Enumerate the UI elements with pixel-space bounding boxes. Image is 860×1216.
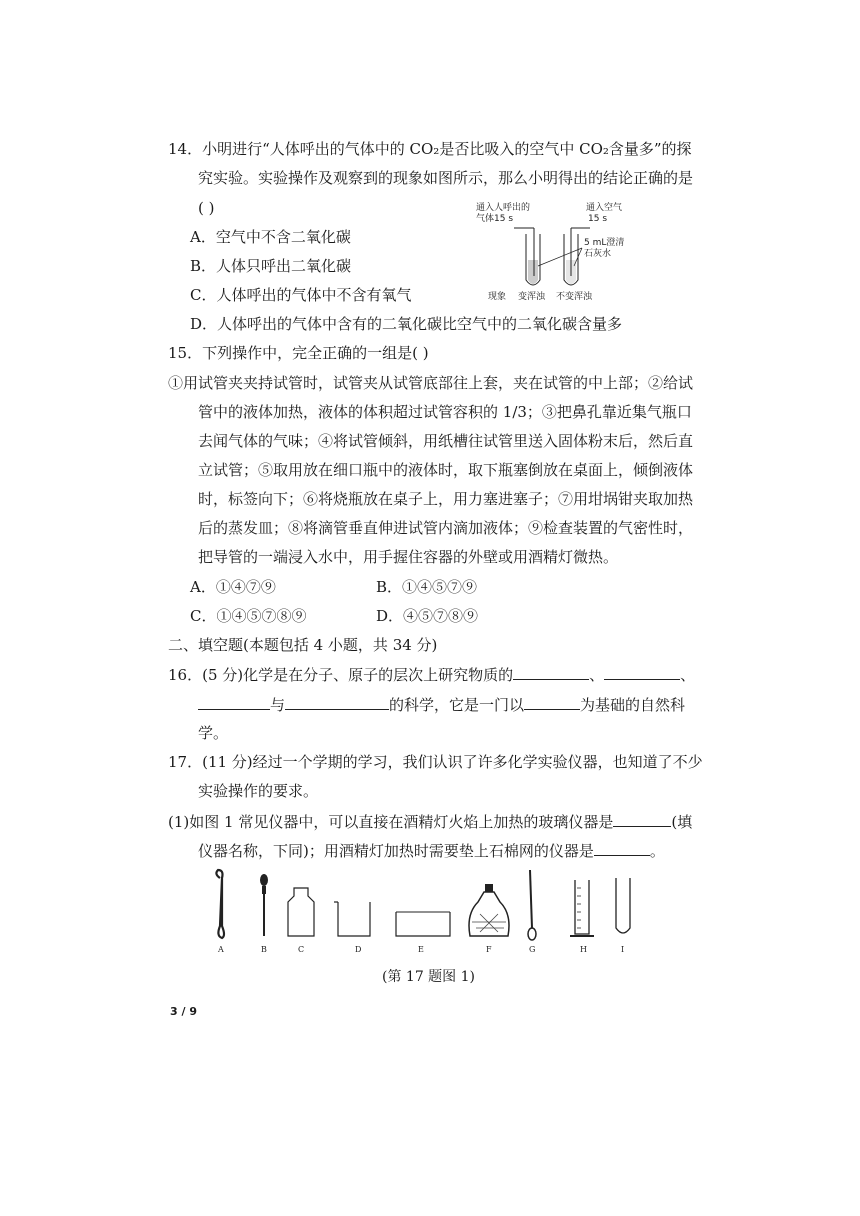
fig-letter-g: G: [529, 945, 536, 954]
fig-letter-e: E: [418, 945, 424, 954]
q17-sub1-text-d: 。: [649, 842, 665, 860]
q14-option-a: A．空气中不含二氧化碳: [190, 228, 351, 246]
q16-sep-2: 、: [680, 666, 696, 684]
q14-fig-label-not-turbid: 不变浑浊: [556, 292, 593, 302]
q15-body-line-3: 去闻气体的气味；④将试管倾斜，用纸槽往试管里送入固体粉末后，然后直: [198, 432, 694, 450]
q17-sub1-text-b: (填: [671, 813, 693, 831]
q16-number: 16．: [168, 666, 203, 684]
q17-blank-1[interactable]: [613, 811, 671, 827]
graduated-cylinder-icon: [570, 880, 594, 936]
q14-fig-label-limewater-1: 5 mL澄清: [584, 238, 625, 248]
q15-option-b: B．①④⑤⑦⑨: [376, 578, 478, 596]
q16-line3: 学。: [198, 724, 229, 742]
q16-blank-3[interactable]: [198, 694, 270, 710]
q14-fig-label-exhaled-1: 通入人呼出的: [476, 203, 531, 213]
q16-sep-1: 、: [589, 666, 605, 684]
q15-stem: 下列操作中，完全正确的一组是( ): [202, 344, 429, 362]
fig-letter-a: A: [218, 945, 224, 954]
q14-line1: [168, 139, 692, 159]
q16-text-a: (5 分)化学是在分子、原子的层次上研究物质的: [202, 666, 514, 684]
q15-body-line-5: 时，标签向下；⑥将烧瓶放在桌子上，用力塞进塞子；⑦用坩埚钳夹取加热: [198, 490, 694, 508]
q17-sub1-text-a: (1)如图 1 常见仪器中，可以直接在酒精灯火焰上加热的玻璃仪器是: [168, 813, 614, 831]
q16-blank-2[interactable]: [604, 664, 680, 680]
fig-letter-h: H: [580, 945, 587, 954]
dropper-icon: [260, 874, 268, 936]
test-tube-icon: [616, 878, 630, 933]
q17-number: 17．: [168, 753, 203, 771]
crucible-tongs-icon: [216, 870, 224, 938]
q17-instruments-figure: [200, 866, 650, 958]
q16-text-b: 的科学，它是一门以: [389, 696, 525, 714]
q14-fig-label-limewater-2: 石灰水: [584, 249, 612, 259]
q16-line2: [198, 694, 685, 715]
q14-fig-label-exhaled-2: 气体15 s: [476, 214, 514, 224]
q16-blank-5[interactable]: [524, 694, 580, 710]
q15-body-line-1: ①用试管夹夹持试管时，试管夹从试管底部往上套，夹在试管的中上部；②给试: [168, 374, 694, 392]
q17-sub1-line1: [168, 811, 692, 832]
q14-option-c: C．人体呼出的气体中不含有氧气: [190, 286, 412, 304]
q17-figure-caption: (第 17 题图 1): [382, 969, 475, 985]
q15-line1: [168, 343, 429, 363]
q14-fig-label-turbid: 变浑浊: [518, 292, 546, 302]
fig-letter-f: F: [486, 945, 492, 954]
fig-letter-d: D: [355, 945, 362, 954]
q14-stem-line1: 小明进行“人体呼出的气体中的 CO₂是否比吸入的空气中 CO₂含量多”的探: [202, 140, 692, 158]
section2-title: 二、填空题(本题包括 4 小题，共 34 分): [168, 636, 438, 654]
q15-body-line-2: 管中的液体加热，液体的体积超过试管容积的 1/3；③把鼻孔靠近集气瓶口: [198, 403, 692, 421]
alcohol-lamp-icon: [469, 884, 509, 936]
spatula-icon: [528, 870, 536, 940]
q17-blank-2[interactable]: [594, 840, 650, 856]
q16-text-with: 与: [270, 696, 286, 714]
q14-option-d: D．人体呼出的气体中含有的二氧化碳比空气中的二氧化碳含量多: [190, 315, 623, 333]
q17-text-1: (11 分)经过一个学期的学习，我们认识了许多化学实验仪器，也知道了不少: [202, 753, 703, 771]
q14-stem-line2: 究实验。实验操作及观察到的现象如图所示，那么小明得出的结论正确的是: [198, 169, 694, 187]
fig-letter-b: B: [261, 945, 267, 954]
q16-blank-1[interactable]: [513, 664, 589, 680]
q17-sub1-line2: [198, 840, 665, 861]
q15-body-line-4: 立试管；⑤取用放在细口瓶中的液体时，取下瓶塞倒放在桌面上，倾倒液体: [198, 461, 694, 479]
q14-number: 14．: [168, 140, 203, 158]
page-number: 3 / 9: [170, 1005, 197, 1018]
fig-letter-i: I: [621, 945, 625, 954]
q16-blank-4[interactable]: [285, 694, 389, 710]
q15-option-a: A．①④⑦⑨: [190, 578, 276, 596]
q16-text-c: 为基础的自然科: [580, 696, 686, 714]
reagent-bottle-icon: [288, 888, 314, 936]
q14-fig-label-phenomenon: 现象: [488, 292, 507, 302]
q16-line1: [168, 664, 695, 685]
q14-answer-paren: ( ): [198, 199, 215, 217]
q14-fig-label-air-1: 通入空气: [586, 203, 623, 213]
q15-body-line-7: 把导管的一端浸入水中，用手握住容器的外壁或用酒精灯微热。: [198, 548, 619, 566]
q17-line2: 实验操作的要求。: [198, 782, 319, 800]
q14-option-b: B．人体只呼出二氧化碳: [190, 257, 352, 275]
trough-icon: [396, 912, 450, 936]
test-tube-left-icon: [514, 228, 540, 285]
q15-body-line-6: 后的蒸发皿；⑧将滴管垂直伸进试管内滴加液体；⑨检查装置的气密性时，: [198, 519, 694, 537]
beaker-icon: [334, 902, 370, 936]
q14-fig-label-air-2: 15 s: [588, 214, 608, 224]
fig-letter-c: C: [298, 945, 305, 954]
q15-number: 15．: [168, 344, 203, 362]
q15-option-d: D．④⑤⑦⑧⑨: [376, 607, 479, 625]
q17-line1: [168, 752, 703, 772]
q15-option-c: C．①④⑤⑦⑧⑨: [190, 607, 307, 625]
q17-sub1-text-c: 仪器名称，下同)；用酒精灯加热时需要垫上石棉网的仪器是: [198, 842, 594, 860]
q14-experiment-figure: [470, 198, 640, 304]
